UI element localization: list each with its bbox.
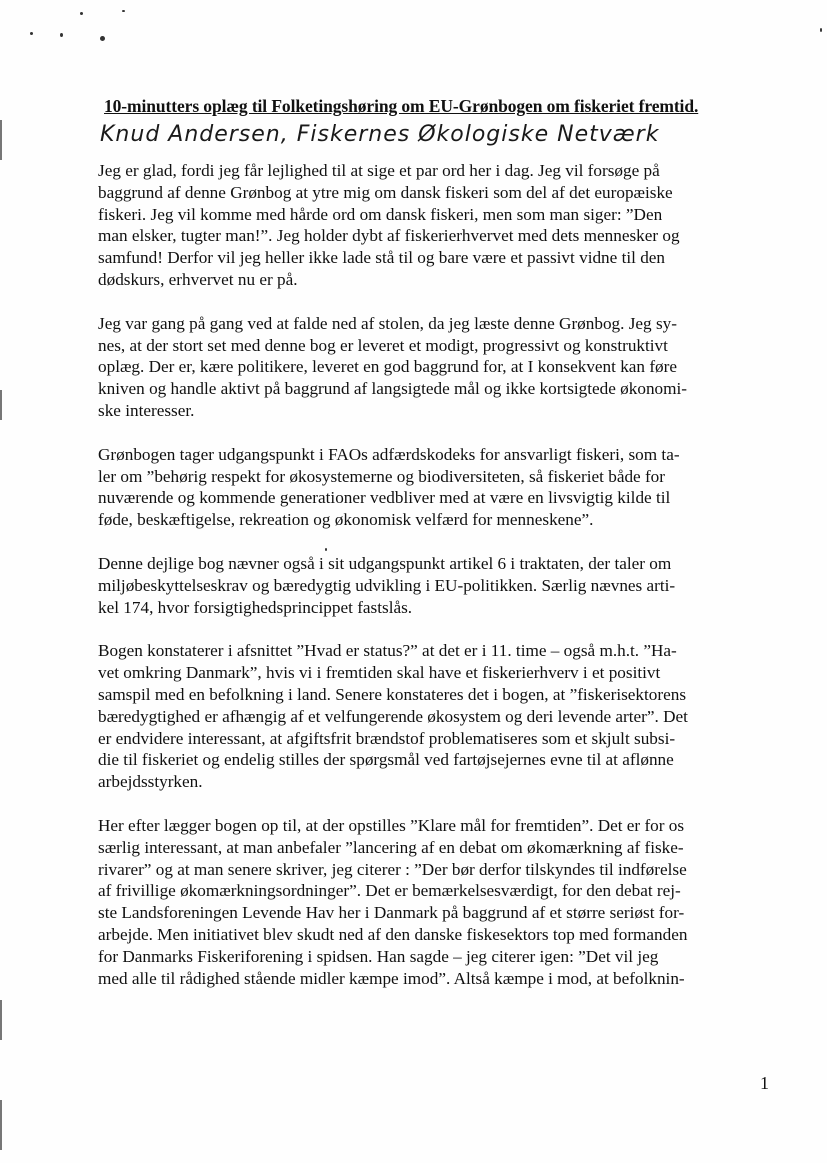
scan-speck: [100, 36, 105, 41]
text-line: Jeg er glad, fordi jeg får lejlighed til at sige et par ord her i dag. Jeg vil forsøge på: [98, 161, 660, 180]
scan-edge-mark: [0, 390, 2, 420]
text-line: ske interesser.: [98, 400, 195, 420]
scan-edge-mark: [0, 1000, 2, 1040]
scan-speck: [80, 12, 83, 15]
text-line: af frivillige økomærkningsordninger”. Det er bemærkelsesværdigt, for den debat rej-: [98, 881, 681, 901]
text-line: kel 174, hvor forsigtighedsprincippet fastslås.: [98, 597, 413, 617]
text-line: samspil med en befolkning i land. Senere konstateres det i bogen, at ”fiskerisektorens: [98, 684, 687, 704]
paragraph-5: [98, 640, 778, 793]
text-line: for Danmarks Fiskeriforening i spidsen. Han sagde – jeg citerer igen: ”Det vil jeg: [98, 946, 659, 966]
text-line: oplæg. Der er, kære politikere, leveret en god baggrund for, at I konsekvent kan føre: [98, 357, 677, 377]
text-line: nes, at der stort set med denne bog er leveret et modigt, progressivt og konstruktivt: [98, 335, 668, 355]
scan-speck: [122, 10, 125, 12]
text-line: die til fiskeriet og endelig stilles der spørgsmål ved fartøjsejernes evne til at aflønne: [98, 750, 674, 770]
document-body: [98, 160, 778, 1011]
text-line: særlig interessant, at man anbefaler ”lancering af en debat om økomærkning af fiske-: [98, 837, 684, 857]
document-title: 10-minutters oplæg til Folketingshøring om EU-Grønbogen om fiskeriet fremtid.: [104, 96, 699, 116]
text-line: samfund! Derfor vil jeg heller ikke lade stå til og bare være et passivt vidne til den: [98, 248, 666, 268]
paragraph-3: [98, 444, 778, 531]
text-line: med alle til rådighed stående midler kæmpe imod”. Altså kæmpe i mod, at befolknin-: [98, 968, 685, 988]
scan-speck: [60, 33, 63, 37]
text-line: er endvidere interessant, at afgiftsfrit brændstof problematiseres som et skjult subsi-: [98, 728, 676, 748]
paragraph-4: [98, 553, 778, 618]
text-line: Denne dejlige bog nævner også i sit udgangspunkt artikel 6 i traktaten, der taler om: [98, 553, 672, 573]
text-line: ler om ”behørig respekt for økosystemerne og biodiversiteten, så fiskeriet både for: [98, 466, 666, 486]
text-line: baggrund af denne Grønbog at ytre mig om dansk fiskeri som del af det europæiske: [98, 182, 673, 202]
text-line: miljøbeskyttelseskrav og bæredygtig udvikling i EU-politikken. Særlig nævnes arti-: [98, 575, 676, 595]
handwritten-author-note: Knud Andersen, Fiskernes Økologiske Netværk: [100, 122, 660, 147]
text-line: Bogen konstaterer i afsnittet ”Hvad er status?” at det er i 11. time – også m.h.t. ”Ha-: [98, 641, 677, 661]
text-line: nuværende og kommende generationer vedbliver med at være en livsvigtig kilde til: [98, 488, 671, 508]
scan-edge-mark: [0, 120, 2, 160]
text-line: arbejde. Men initiativet blev skudt ned af den danske fiskesektors top med formanden: [98, 924, 688, 944]
page-number: 1: [760, 1073, 769, 1093]
text-line: fiskeri. Jeg vil komme med hårde ord om dansk fiskeri, men som man siger: ”Den: [98, 204, 663, 224]
text-line: rivarer” og at man senere skriver, jeg citerer : ”Der bør derfor tilskyndes til indførelse: [98, 859, 687, 879]
text-line: man elsker, tugter man!”. Jeg holder dybt af fiskerierhvervet med dets mennesker og: [98, 226, 680, 246]
text-line: arbejdsstyrken.: [98, 772, 203, 792]
text-line: Her efter lægger bogen op til, at der opstilles ”Klare mål for fremtiden”. Det er for os: [98, 815, 685, 835]
text-line: vet omkring Danmark”, hvis vi i fremtiden skal have et fiskerierhverv i et positivt: [98, 663, 661, 683]
scan-speck: [820, 28, 822, 32]
scan-edge-mark: [0, 1100, 2, 1150]
text-line: dødskurs, erhvervet nu er på.: [98, 269, 298, 289]
paragraph-2: [98, 313, 778, 422]
paragraph-1: [98, 160, 778, 291]
text-line: Jeg var gang på gang ved at falde ned af stolen, da jeg læste denne Grønbog. Jeg sy-: [98, 313, 677, 333]
text-line: føde, beskæftigelse, rekreation og økonomisk velfærd for menneskene”.: [98, 510, 594, 530]
scan-speck: [30, 32, 33, 35]
paragraph-6: [98, 815, 778, 989]
text-line: kniven og handle aktivt på baggrund af langsigtede mål og ikke kortsigtede økonomi-: [98, 379, 688, 399]
text-line: Grønbogen tager udgangspunkt i FAOs adfærdskodeks for ansvarligt fiskeri, som ta-: [98, 444, 680, 464]
text-line: bæredygtighed er afhængig af et velfungerende økosystem og deri levende arter”. Det: [98, 706, 688, 726]
text-line: ste Landsforeningen Levende Hav her i Danmark på baggrund af et større seriøst for-: [98, 903, 685, 923]
